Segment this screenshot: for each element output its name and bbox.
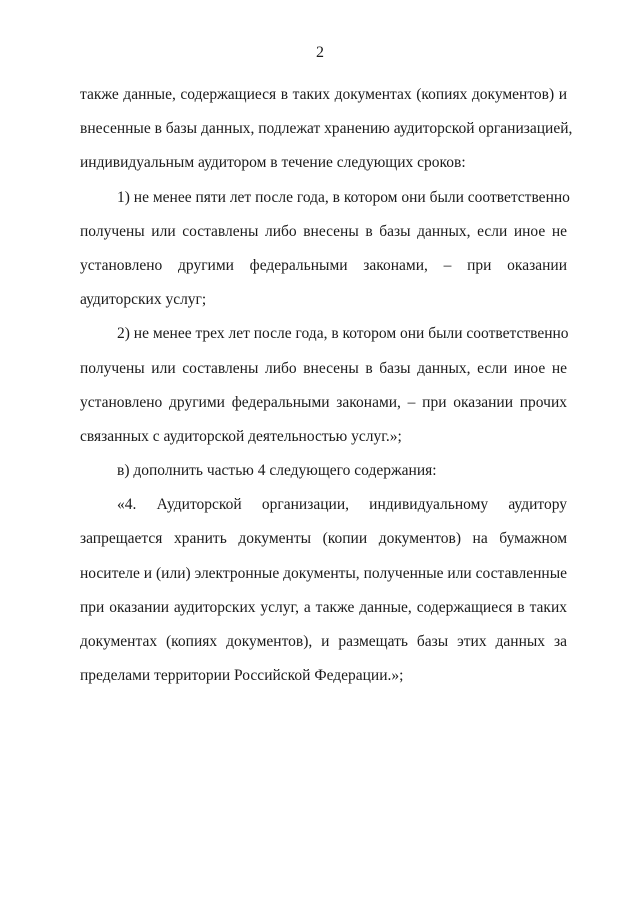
text-line: запрещается хранить документы (копии документов) на бумажном xyxy=(80,530,567,548)
text-line: индивидуальным аудитором в течение следующих сроков: xyxy=(80,154,466,172)
text-line: 2) не менее трех лет после года, в котором они были соответственно xyxy=(117,325,569,343)
text-line: аудиторских услуг; xyxy=(80,291,207,309)
text-line: получены или составлены либо внесены в базы данных, если иное не xyxy=(80,222,567,240)
text-line: при оказании аудиторских услуг, а также данные, содержащиеся в таких xyxy=(80,598,567,616)
text-line: внесенные в базы данных, подлежат хранению аудиторской организацией, xyxy=(80,120,573,138)
text-line: установлено другими федеральными законами, – при оказании xyxy=(80,256,567,274)
text-line: документах (копиях документов), и размещать базы этих данных за xyxy=(80,633,567,650)
text-line: носителе и (или) электронные документы, полученные или составленные xyxy=(80,564,567,582)
text-line: связанных с аудиторской деятельностью услуг.»; xyxy=(80,427,402,445)
text-line: также данные, содержащиеся в таких документах (копиях документов) и xyxy=(80,86,567,103)
text-line: 1) не менее пяти лет после года, в котором они были соответственно xyxy=(117,188,570,206)
text-line: в) дополнить частью 4 следующего содержания: xyxy=(117,462,437,480)
page-number: 2 xyxy=(316,44,324,61)
text-line: «4. Аудиторской организации, индивидуальному аудитору xyxy=(117,496,567,514)
document-body xyxy=(80,78,573,693)
text-line: установлено другими федеральными законами, – при оказании прочих xyxy=(80,393,567,411)
text-line: пределами территории Российской Федерации.»; xyxy=(80,667,404,685)
text-line: получены или составлены либо внесены в базы данных, если иное не xyxy=(80,359,567,377)
